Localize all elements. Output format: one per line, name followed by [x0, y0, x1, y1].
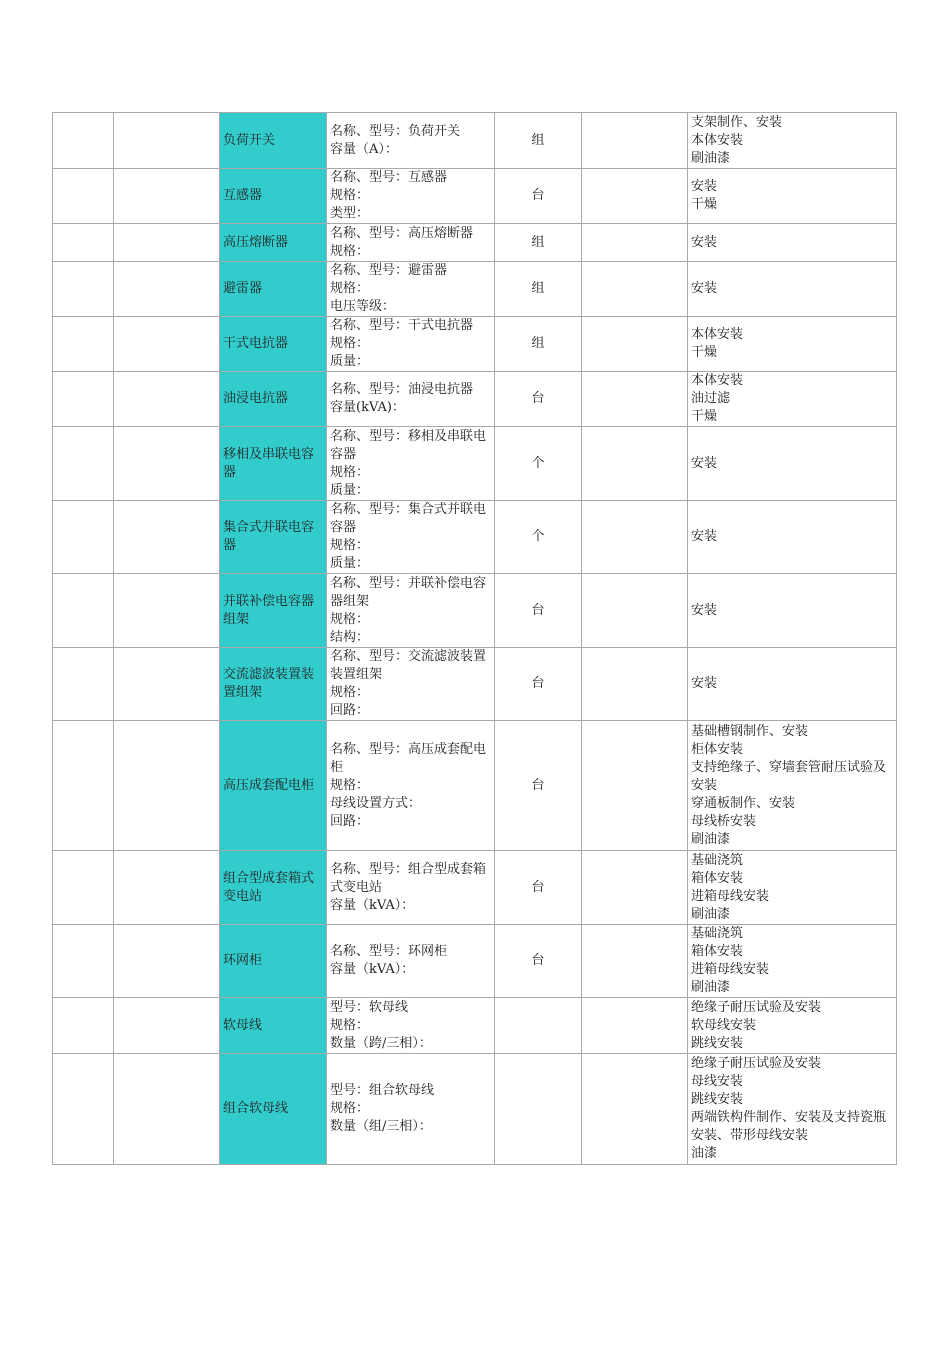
table-row	[53, 851, 897, 925]
item-name: 负荷开关	[223, 132, 276, 148]
item-code-cell	[114, 925, 220, 998]
work-line: 干燥	[691, 345, 718, 360]
table-row	[53, 501, 897, 574]
unit-cell	[495, 169, 582, 224]
unit: 台	[531, 188, 545, 203]
work-line: 支架制作、安装	[691, 114, 783, 130]
item-name: 集合式并联电容器	[223, 520, 315, 553]
work-line: 刷油漆	[691, 906, 731, 922]
feature-line: 名称、型号：高压熔断器	[330, 225, 474, 241]
feature-line: 名称、型号：集合式并联电容器	[330, 502, 487, 535]
work-line: 穿通板制作、安装	[691, 795, 796, 811]
item-name-cell	[220, 574, 327, 648]
table-row	[53, 317, 897, 372]
table-row	[53, 925, 897, 998]
item-code-cell	[114, 851, 220, 925]
work-line: 安装	[691, 179, 718, 194]
table-row	[53, 224, 897, 262]
work-line: 跳线安装	[691, 1092, 744, 1107]
work-line: 基础槽钢制作、安装	[691, 723, 809, 739]
item-name: 高压熔断器	[223, 234, 289, 250]
quantity-cell	[582, 113, 688, 169]
work-line: 安装	[691, 602, 718, 618]
feature-line: 名称、型号：干式电抗器	[330, 318, 474, 333]
unit: 组	[531, 336, 545, 351]
work-line: 安装	[691, 281, 718, 296]
work-line: 本体安装	[691, 373, 744, 388]
item-code-cell	[114, 998, 220, 1054]
unit-cell	[495, 224, 582, 262]
unit-cell	[495, 262, 582, 317]
quantity-cell	[582, 169, 688, 224]
feature-line: 规格：	[330, 243, 370, 259]
code-cell	[53, 648, 114, 721]
work-line: 刷油漆	[691, 831, 731, 847]
code-cell	[53, 998, 114, 1054]
feature-line: 名称、型号：交流滤波装置 装置组架	[330, 649, 487, 682]
work-content-cell	[688, 998, 897, 1054]
feature-line: 规格：	[330, 336, 370, 351]
quantity-cell	[582, 224, 688, 262]
item-name-cell	[220, 224, 327, 262]
item-name: 组合型成套箱式变电站	[223, 870, 315, 904]
item-features-cell	[327, 262, 495, 317]
work-line: 干燥	[691, 409, 718, 424]
code-cell	[53, 372, 114, 427]
quantity-cell	[582, 851, 688, 925]
feature-line: 容量（kVA）：	[330, 962, 415, 977]
item-name: 干式电抗器	[223, 336, 289, 351]
item-features-cell	[327, 721, 495, 851]
unit-cell	[495, 1054, 582, 1165]
item-features-cell	[327, 372, 495, 427]
feature-line: 名称、型号：环网柜	[330, 944, 448, 959]
feature-line: 回路：	[330, 703, 370, 718]
item-code-cell	[114, 224, 220, 262]
work-line: 绝缘子耐压试验及安装	[691, 1056, 822, 1071]
item-features-cell	[327, 998, 495, 1054]
work-content-cell	[688, 925, 897, 998]
quantity-cell	[582, 501, 688, 574]
code-cell	[53, 574, 114, 648]
feature-line: 名称、型号：并联补偿电容器组架	[330, 575, 487, 609]
work-line: 进箱母线安装	[691, 962, 770, 977]
item-features-cell	[327, 427, 495, 501]
work-line: 安装	[691, 529, 718, 544]
item-name-cell	[220, 1054, 327, 1165]
code-cell	[53, 169, 114, 224]
code-cell	[53, 851, 114, 925]
work-line: 基础浇筑	[691, 926, 744, 941]
item-code-cell	[114, 427, 220, 501]
unit: 组	[531, 234, 545, 250]
table-row	[53, 372, 897, 427]
item-name: 避雷器	[223, 281, 263, 296]
quantity-cell	[582, 925, 688, 998]
work-line: 母线桥安装	[691, 813, 757, 829]
item-name-cell	[220, 262, 327, 317]
unit: 台	[531, 676, 545, 691]
unit: 组	[531, 281, 545, 296]
feature-line: 名称、型号：移相及串联电容器	[330, 428, 487, 462]
feature-line: 规格：	[330, 464, 370, 480]
feature-line: 母线设置方式：	[330, 795, 422, 811]
quantity-cell	[582, 317, 688, 372]
unit-cell	[495, 427, 582, 501]
item-features-cell	[327, 925, 495, 998]
feature-line: 型号：组合软母线	[330, 1083, 435, 1098]
table-row	[53, 262, 897, 317]
item-features-cell	[327, 317, 495, 372]
work-content-cell	[688, 1054, 897, 1165]
code-cell	[53, 262, 114, 317]
unit: 个	[531, 455, 545, 471]
table-row	[53, 574, 897, 648]
item-name: 环网柜	[223, 953, 263, 968]
unit-cell	[495, 317, 582, 372]
unit: 台	[531, 391, 545, 406]
feature-line: 名称、型号：油浸电抗器	[330, 382, 474, 397]
work-line: 两端铁构件制作、安装及支持瓷瓶安装、带形母线安装	[691, 1110, 887, 1143]
item-features-cell	[327, 169, 495, 224]
unit: 台	[531, 879, 545, 895]
item-features-cell	[327, 501, 495, 574]
work-line: 绝缘子耐压试验及安装	[691, 999, 822, 1015]
item-code-cell	[114, 169, 220, 224]
feature-line: 规格：	[330, 538, 370, 553]
feature-line: 规格：	[330, 611, 370, 627]
unit-cell	[495, 501, 582, 574]
work-content-cell	[688, 851, 897, 925]
item-code-cell	[114, 648, 220, 721]
code-cell	[53, 721, 114, 851]
code-cell	[53, 1054, 114, 1165]
work-line: 箱体安装	[691, 870, 744, 886]
work-line: 干燥	[691, 197, 718, 212]
work-line: 油过滤	[691, 391, 731, 406]
feature-line: 质量：	[330, 354, 370, 369]
feature-line: 规格：	[330, 685, 370, 700]
item-name-cell	[220, 169, 327, 224]
item-features-cell	[327, 113, 495, 169]
code-cell	[53, 317, 114, 372]
unit: 台	[531, 777, 545, 793]
work-line: 本体安装	[691, 132, 744, 148]
unit-cell	[495, 372, 582, 427]
table-row	[53, 1054, 897, 1165]
item-features-cell	[327, 1054, 495, 1165]
work-line: 油漆	[691, 1146, 718, 1161]
item-code-cell	[114, 317, 220, 372]
feature-line: 质量：	[330, 482, 370, 498]
table-row	[53, 998, 897, 1054]
quantity-cell	[582, 648, 688, 721]
feature-line: 名称、型号：组合型成套箱式变电站	[330, 861, 487, 895]
unit-cell	[495, 721, 582, 851]
item-code-cell	[114, 721, 220, 851]
feature-line: 规格：	[330, 1101, 370, 1116]
table-row	[53, 721, 897, 851]
quantity-cell	[582, 372, 688, 427]
item-code-cell	[114, 501, 220, 574]
work-content-cell	[688, 427, 897, 501]
work-line: 母线安装	[691, 1074, 744, 1089]
code-cell	[53, 501, 114, 574]
feature-line: 数量（组/三相）：	[330, 1119, 432, 1134]
work-line: 安装	[691, 676, 718, 691]
quantity-cell	[582, 262, 688, 317]
quantity-cell	[582, 427, 688, 501]
table-row	[53, 113, 897, 169]
unit-cell	[495, 648, 582, 721]
item-features-cell	[327, 224, 495, 262]
item-name: 高压成套配电柜	[223, 777, 315, 793]
work-content-cell	[688, 721, 897, 851]
unit-cell	[495, 574, 582, 648]
unit-cell	[495, 925, 582, 998]
work-line: 箱体安装	[691, 944, 744, 959]
item-name-cell	[220, 851, 327, 925]
work-line: 刷油漆	[691, 150, 731, 166]
code-cell	[53, 113, 114, 169]
table-row	[53, 427, 897, 501]
item-name: 软母线	[223, 1017, 263, 1033]
feature-line: 质量：	[330, 556, 370, 571]
feature-line: 电压等级：	[330, 299, 396, 314]
feature-line: 数量（跨/三相）：	[330, 1035, 432, 1051]
work-content-cell	[688, 169, 897, 224]
item-name: 移相及串联电容器	[223, 446, 315, 480]
item-name-cell	[220, 113, 327, 169]
work-line: 跳线安装	[691, 1035, 744, 1051]
unit-cell	[495, 851, 582, 925]
work-line: 柜体安装	[691, 741, 744, 757]
item-name-cell	[220, 925, 327, 998]
item-name: 交流滤波装置装置组架	[223, 667, 315, 700]
feature-line: 回路：	[330, 813, 370, 829]
table-row	[53, 169, 897, 224]
feature-line: 类型：	[330, 206, 370, 221]
item-name-cell	[220, 427, 327, 501]
unit-cell	[495, 998, 582, 1054]
feature-line: 型号：软母线	[330, 999, 409, 1015]
item-code-cell	[114, 372, 220, 427]
work-line: 安装	[691, 455, 718, 471]
item-features-cell	[327, 851, 495, 925]
feature-line: 规格：	[330, 777, 370, 793]
feature-line: 规格：	[330, 281, 370, 296]
item-name: 并联补偿电容器组架	[223, 593, 315, 627]
feature-line: 名称、型号：互感器	[330, 170, 448, 185]
unit-cell	[495, 113, 582, 169]
quantity-cell	[582, 998, 688, 1054]
work-content-cell	[688, 501, 897, 574]
item-name-cell	[220, 721, 327, 851]
work-line: 安装	[691, 234, 718, 250]
work-content-cell	[688, 224, 897, 262]
work-content-cell	[688, 648, 897, 721]
work-line: 刷油漆	[691, 980, 731, 995]
unit: 组	[531, 132, 545, 148]
work-content-cell	[688, 262, 897, 317]
work-content-cell	[688, 574, 897, 648]
work-content-cell	[688, 113, 897, 169]
item-name-cell	[220, 317, 327, 372]
code-cell	[53, 224, 114, 262]
item-name: 组合软母线	[223, 1101, 289, 1116]
feature-line: 规格：	[330, 1017, 370, 1033]
item-name-cell	[220, 372, 327, 427]
work-line: 支持绝缘子、穿墙套管耐压试验及安装	[691, 759, 887, 793]
feature-line: 名称、型号：负荷开关	[330, 123, 461, 139]
work-content-cell	[688, 372, 897, 427]
feature-line: 名称、型号：高压成套配电柜	[330, 741, 487, 775]
unit: 台	[531, 602, 545, 618]
item-name: 油浸电抗器	[223, 391, 289, 406]
work-line: 软母线安装	[691, 1017, 757, 1033]
item-name-cell	[220, 998, 327, 1054]
item-features-cell	[327, 574, 495, 648]
feature-line: 容量(kVA)：	[330, 400, 405, 415]
equipment-table	[52, 112, 897, 1165]
item-features-cell	[327, 648, 495, 721]
feature-line: 容量（kVA）：	[330, 897, 415, 913]
feature-line: 结构：	[330, 629, 370, 645]
quantity-cell	[582, 574, 688, 648]
table-row	[53, 648, 897, 721]
item-code-cell	[114, 1054, 220, 1165]
item-name: 互感器	[223, 188, 263, 203]
work-content-cell	[688, 317, 897, 372]
feature-line: 名称、型号：避雷器	[330, 263, 448, 278]
item-name-cell	[220, 501, 327, 574]
work-line: 进箱母线安装	[691, 888, 770, 904]
work-line: 本体安装	[691, 327, 744, 342]
code-cell	[53, 925, 114, 998]
unit: 台	[531, 953, 545, 968]
item-name-cell	[220, 648, 327, 721]
feature-line: 规格：	[330, 188, 370, 203]
quantity-cell	[582, 1054, 688, 1165]
unit: 个	[531, 529, 545, 544]
work-line: 基础浇筑	[691, 852, 744, 868]
item-code-cell	[114, 113, 220, 169]
feature-line: 容量（A）：	[330, 141, 398, 157]
code-cell	[53, 427, 114, 501]
item-code-cell	[114, 574, 220, 648]
item-code-cell	[114, 262, 220, 317]
quantity-cell	[582, 721, 688, 851]
